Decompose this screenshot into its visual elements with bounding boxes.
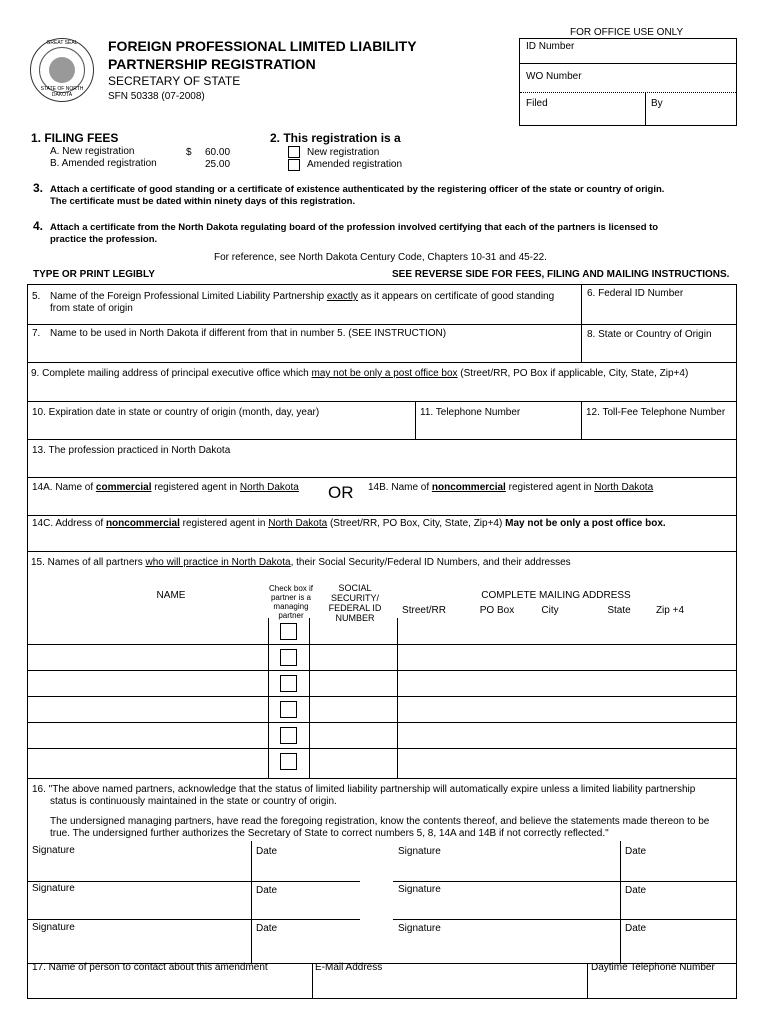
form-number: SFN 50338 (07-2008)	[108, 91, 205, 102]
new-registration-label: New registration	[307, 147, 380, 158]
daytime-phone-label: Daytime Telephone Number	[591, 962, 715, 973]
statement-line2: status is continuously maintained in the state or country of origin.	[50, 796, 337, 807]
field12-label: 12. Toll-Fee Telephone Number	[586, 407, 726, 418]
seal-top-text: GREAT SEAL	[46, 40, 78, 46]
managing-partner-checkbox[interactable]	[280, 753, 297, 770]
office-use-label: FOR OFFICE USE ONLY	[570, 27, 684, 38]
field8-label: 8. State or Country of Origin	[587, 329, 712, 340]
date-label: Date	[625, 923, 647, 934]
col-ssn-header: SOCIAL SECURITY/ FEDERAL ID NUMBER	[328, 583, 382, 623]
seal-bottom-text: STATE OF NORTH DAKOTA	[40, 86, 84, 98]
date-label: Date	[256, 885, 278, 896]
statement-line3: The undersigned managing partners, have read the foregoing registration, know the contents thereof, and believe the statements made thereon to be	[50, 816, 710, 827]
field5-label: Name of the Foreign Professional Limited Liability Partnership exactly as it appears on certificate of good standing	[50, 291, 555, 302]
signature-label: Signature	[398, 884, 441, 895]
field9-label: 9. Complete mailing address of principal executive office which may not be only a post office box (Street/RR, PO Box if applicable, City, State, Zip+4)	[31, 368, 689, 379]
signature-label: Signature	[32, 883, 75, 894]
email-label: E-Mail Address	[315, 962, 383, 973]
date-label: Date	[625, 846, 647, 857]
field10-label: 10. Expiration date in state or country of origin (month, day, year)	[32, 407, 320, 418]
filing-fees-title: 1. FILING FEES	[31, 131, 119, 145]
id-number-label: ID Number	[526, 41, 575, 52]
field15-label: 15. Names of all partners who will practice in North Dakota, their Social Security/Federal ID Numbers, and their addresses	[31, 557, 571, 568]
item4-number: 4.	[33, 219, 44, 233]
amended-registration-label: Amended registration	[307, 159, 403, 170]
amended-registration-checkbox[interactable]	[288, 159, 300, 171]
signature-label: Signature	[398, 923, 441, 934]
field14a-label: 14A. Name of commercial registered agent in North Dakota	[32, 482, 299, 493]
signature-label: Signature	[32, 922, 75, 933]
managing-partner-checkbox[interactable]	[280, 701, 297, 718]
by-label: By	[651, 98, 663, 109]
field7-number: 7.	[32, 328, 41, 339]
fee-new-label: A. New registration	[50, 146, 135, 157]
or-separator: OR	[328, 483, 354, 502]
managing-partner-checkbox[interactable]	[280, 649, 297, 666]
col-state-header: State	[607, 605, 631, 616]
new-registration-checkbox[interactable]	[288, 146, 300, 158]
form-title-line2: PARTNERSHIP REGISTRATION	[108, 56, 316, 72]
col-address-header: COMPLETE MAILING ADDRESS	[481, 590, 631, 601]
office-use-box	[519, 38, 737, 126]
item3-number: 3.	[33, 181, 44, 195]
date-label: Date	[256, 923, 278, 934]
field14b-label: 14B. Name of noncommercial registered agent in North Dakota	[368, 482, 654, 493]
signature-label: Signature	[398, 846, 441, 857]
col-city-header: City	[541, 605, 559, 616]
signature-label: Signature	[32, 845, 75, 856]
type-or-print-note: TYPE OR PRINT LEGIBLY	[33, 269, 155, 280]
col-street-header: Street/RR	[402, 605, 446, 616]
managing-partner-checkbox[interactable]	[280, 727, 297, 744]
form-title-line1: FOREIGN PROFESSIONAL LIMITED LIABILITY	[108, 38, 417, 54]
registration-form	[27, 284, 737, 999]
fee-currency: $	[186, 147, 192, 158]
field11-label: 11. Telephone Number	[420, 407, 521, 418]
agency-name: SECRETARY OF STATE	[108, 74, 241, 88]
item4-line2: practice the profession.	[50, 234, 158, 245]
field6-label: 6. Federal ID Number	[587, 288, 684, 299]
statement-line1: 16. "The above named partners, acknowledge that the status of limited liability partnership will automatically expire unless a limited liability partnership	[32, 784, 696, 795]
col-pobox-header: PO Box	[479, 605, 515, 616]
field14c-label: 14C. Address of noncommercial registered agent in North Dakota (Street/RR, PO Box, City, State, Zip+4) May not be only a post office box.	[32, 518, 666, 529]
contact-person-label: 17. Name of person to contact about this amendment	[32, 962, 268, 973]
item4-line1: Attach a certificate from the North Dakota regulating board of the profession involved certifying that each of the partners is licensed to	[50, 222, 659, 233]
fee-new-amount: 60.00	[205, 147, 231, 158]
col-name-header: NAME	[156, 590, 186, 601]
date-label: Date	[625, 885, 647, 896]
date-label: Date	[256, 846, 278, 857]
field5-number: 5.	[32, 291, 41, 302]
field5-label-line2: from state of origin	[50, 303, 133, 314]
item3-line1: Attach a certificate of good standing or a certificate of existence authenticated by the registering officer of the state or country of origin.	[50, 184, 665, 195]
managing-partner-checkbox[interactable]	[280, 623, 297, 640]
fee-amended-amount: 25.00	[205, 159, 231, 170]
col-managing-header: Check box if partner is a managing partner	[268, 584, 314, 620]
wo-number-label: WO Number	[526, 71, 582, 82]
col-zip-header: Zip +4	[655, 605, 685, 616]
registration-type-title: 2. This registration is a	[270, 131, 401, 145]
filed-label: Filed	[526, 98, 548, 109]
see-reverse-note: SEE REVERSE SIDE FOR FEES, FILING AND MAILING INSTRUCTIONS.	[392, 269, 730, 280]
field13-label: 13. The profession practiced in North Dakota	[32, 445, 231, 456]
item3-line2: The certificate must be dated within ninety days of this registration.	[50, 196, 356, 207]
statement-line4: true. The undersigned further authorizes the Secretary of State to correct numbers 5, 8, 14A and 14B if not correctly reflected."	[50, 828, 609, 839]
fee-amended-label: B. Amended registration	[50, 158, 157, 169]
managing-partner-checkbox[interactable]	[280, 675, 297, 692]
state-seal-emblem	[49, 57, 75, 83]
field7-label: Name to be used in North Dakota if different from that in number 5. (SEE INSTRUCTION)	[50, 328, 447, 339]
reference-note: For reference, see North Dakota Century Code, Chapters 10-31 and 45-22.	[214, 252, 547, 263]
